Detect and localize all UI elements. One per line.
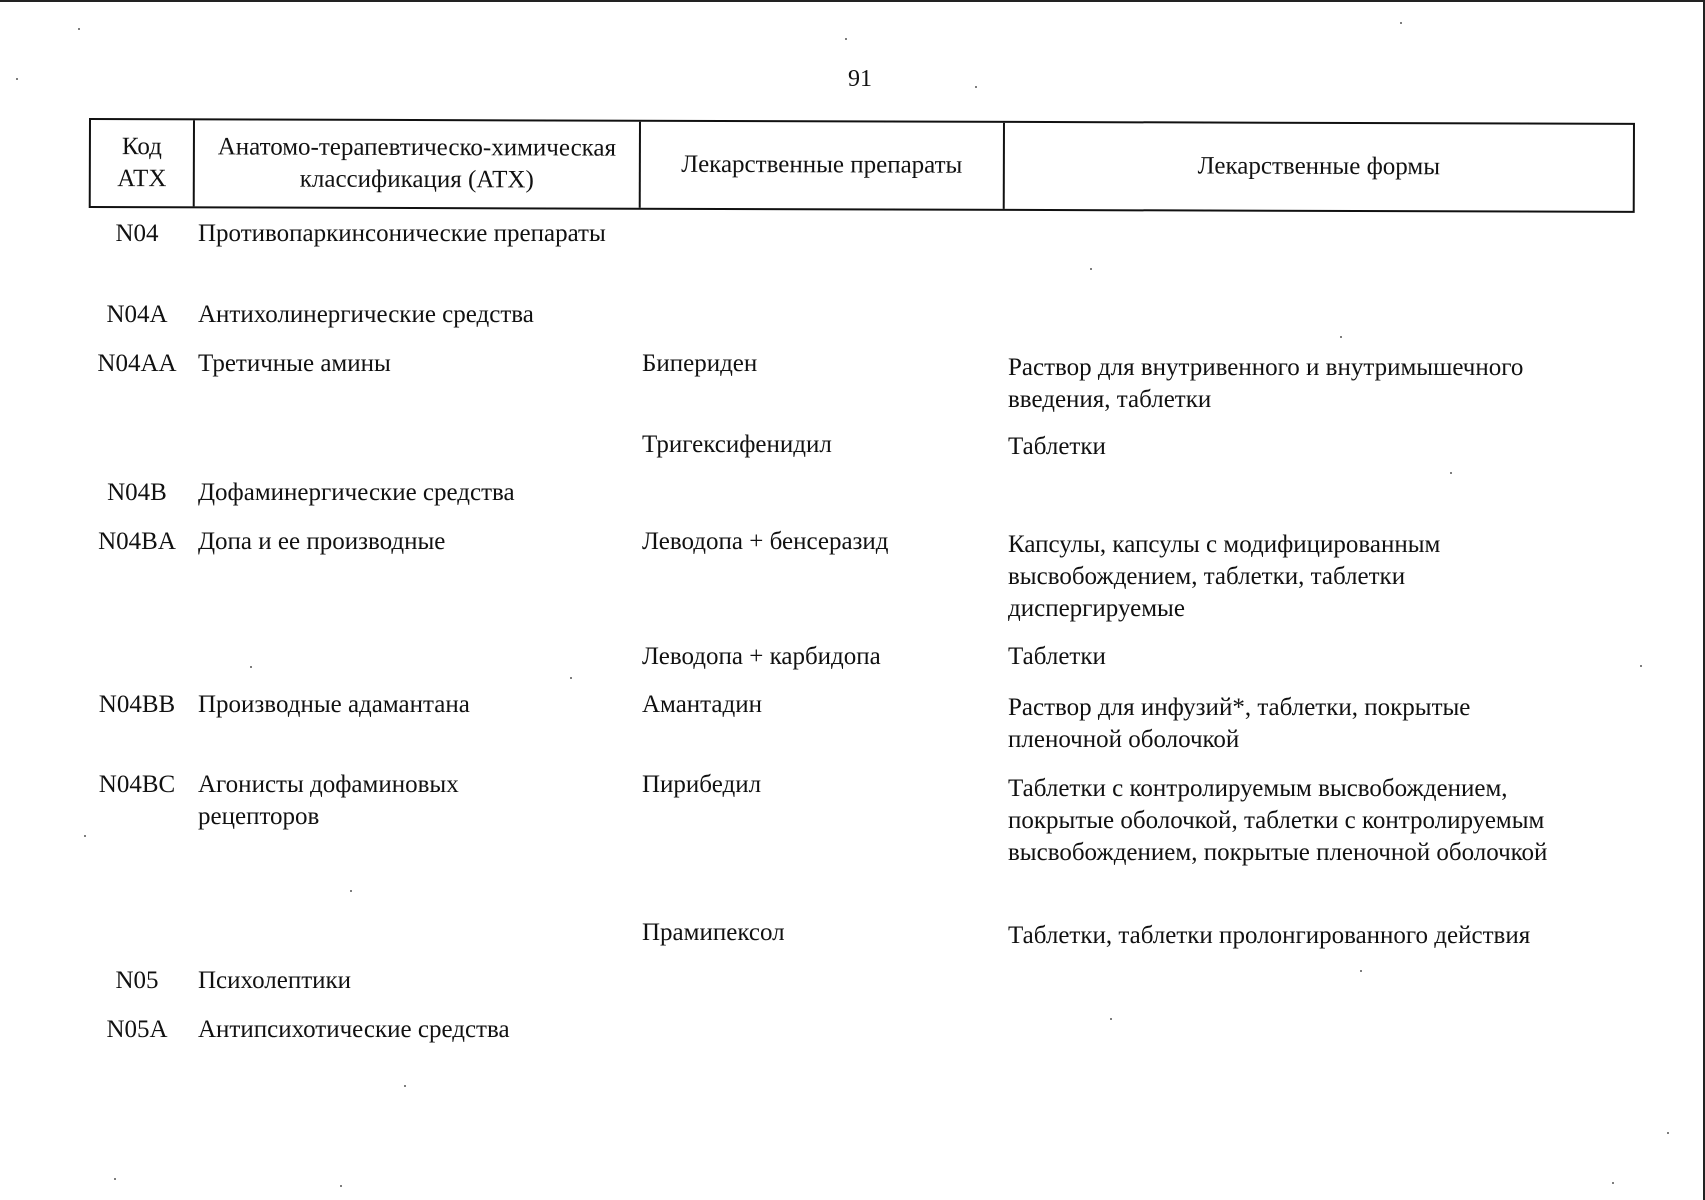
atc-code: N04BA xyxy=(98,528,176,555)
scan-speck xyxy=(1400,22,1402,24)
atc-classification: Антихолинергические средства xyxy=(198,301,534,328)
header-forms: Лекарственные формы xyxy=(1197,152,1441,181)
atc-code: N05A xyxy=(106,1016,168,1043)
header-classification: Анатомо-терапевтическо-химическая классификация (АТХ) xyxy=(195,120,641,207)
atc-classification: Допа и ее производные xyxy=(198,528,446,555)
header-drugs: Лекарственные препараты xyxy=(641,122,1005,209)
scan-speck xyxy=(404,1085,406,1087)
dosage-form: Таблетки, таблетки пролонгированного действия xyxy=(1008,922,1531,949)
drug-name: Бипериден xyxy=(642,350,758,377)
scan-speck xyxy=(78,28,80,30)
scan-speck xyxy=(350,890,352,892)
drug-name: Амантадин xyxy=(642,691,762,718)
dosage-form: Таблетки xyxy=(1008,643,1106,670)
scan-speck xyxy=(250,666,252,668)
scan-speck xyxy=(1450,472,1452,474)
scan-speck xyxy=(1612,1182,1614,1184)
atc-code: N04BC xyxy=(98,771,176,798)
atc-code: N04BB xyxy=(98,691,176,718)
scan-speck xyxy=(975,86,977,88)
atc-code: N04B xyxy=(107,479,167,506)
scan-speck xyxy=(1090,268,1092,270)
dosage-form: Таблетки xyxy=(1008,433,1106,460)
drug-name: Прамипексол xyxy=(642,919,785,946)
drug-name: Леводопа + карбидопа xyxy=(642,643,881,670)
atc-code: N04AA xyxy=(97,350,177,377)
dosage-form: Капсулы, капсулы с модифицированным высвобождением, таблетки, таблетки диспергируемые xyxy=(1008,531,1441,622)
drug-name: Пирибедил xyxy=(642,771,762,798)
page-number: 91 xyxy=(848,66,872,92)
scan-speck xyxy=(570,677,572,679)
atc-classification: Производные адамантана xyxy=(198,691,470,718)
scan-speck xyxy=(340,1185,342,1187)
atc-code: N05 xyxy=(115,967,159,994)
scan-speck xyxy=(845,38,847,40)
dosage-form: Таблетки с контролируемым высвобождением, покрытые оболочкой, таблетки с контролируемым высвобождением, покрытые пленочной оболочкой xyxy=(1008,775,1548,866)
scan-speck xyxy=(1640,665,1642,667)
dosage-form: Раствор для инфузий*, таблетки, покрытые пленочной оболочкой xyxy=(1008,694,1471,753)
atc-code: N04 xyxy=(115,220,159,247)
atc-classification: Дофаминергические средства xyxy=(198,479,515,506)
scan-speck xyxy=(1110,1018,1112,1020)
dosage-form: Раствор для внутривенного и внутримышечного введения, таблетки xyxy=(1008,354,1524,413)
table-header xyxy=(89,118,1635,213)
scan-speck xyxy=(1360,970,1362,972)
scan-speck xyxy=(16,78,18,80)
atc-classification: Антипсихотические средства xyxy=(198,1016,510,1043)
scan-speck xyxy=(1667,1132,1669,1134)
scan-speck xyxy=(114,1178,116,1180)
atc-classification: Третичные амины xyxy=(198,350,391,377)
drug-name: Леводопа + бенсеразид xyxy=(642,528,889,555)
header-code: Код АТХ xyxy=(91,120,195,206)
atc-classification: Психолептики xyxy=(198,967,352,994)
drug-name: Тригексифенидил xyxy=(642,431,832,458)
atc-classification: Агонисты дофаминовых рецепторов xyxy=(198,771,459,830)
scan-speck xyxy=(1340,336,1342,338)
atc-classification: Противопаркинсонические препараты xyxy=(198,220,606,247)
scan-speck xyxy=(84,835,86,837)
atc-code: N04A xyxy=(106,301,168,328)
